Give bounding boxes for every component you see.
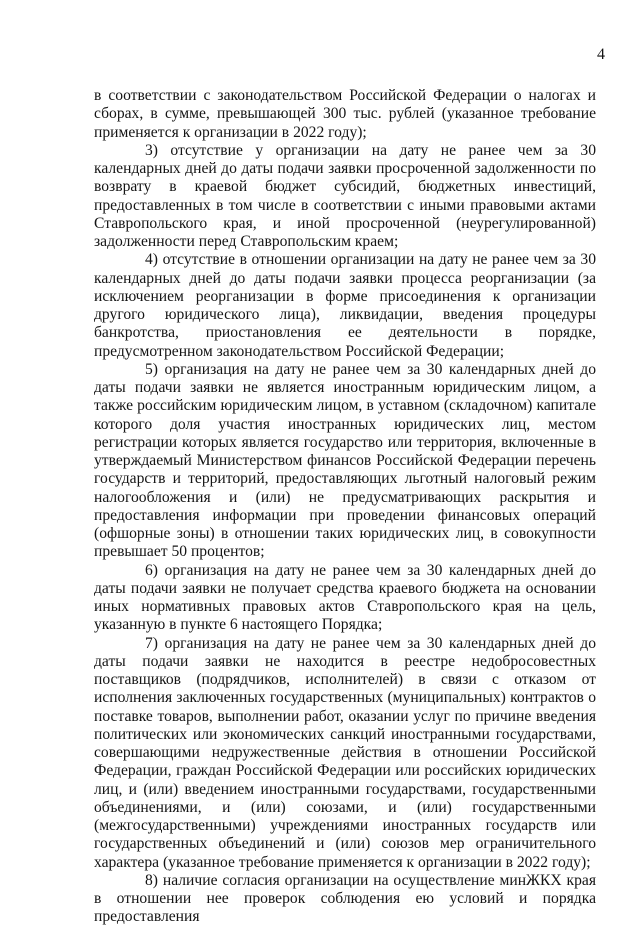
paragraph-continuation: в соответствии с законодательством Российской Федерации о налогах и сборах, в сумме, превышающей 300 тыс. рублей (указанное требование применяется к организации в 2022 году);	[94, 87, 596, 141]
page-number: 4	[597, 46, 605, 63]
paragraph-item-6: 6) организация на дату не ранее чем за 30 календарных дней до даты подачи заявки не получает средства краевого бюджета на основании иных нормативных правовых актов Ставропольского края на цель, указанную в пункте 6 настоящего Порядка;	[94, 561, 596, 634]
document-body	[94, 87, 596, 927]
paragraph-item-3: 3) отсутствие у организации на дату не ранее чем за 30 календарных дней до даты подачи заявки просроченной задолженности по возврату в краевой бюджет субсидий, бюджетных инвестиций, предоставленных в том числе в соответствии с иными правовыми актами Ставропольского края, и иной просроченной (неурегулированной) задолженности перед Ставропольским краем;	[94, 141, 596, 250]
paragraph-item-5: 5) организация на дату не ранее чем за 30 календарных дней до даты подачи заявки не является иностранным юридическим лицом, а также российским юридическим лицом, в уставном (складочном) капитале которого доля участия иностранных юридических лиц, местом регистрации которых является государство или территория, включенные в утверждаемый Министерством финансов Российской Федерации перечень государств и территорий, предоставляющих льготный налоговый режим налогообложения и (или) не предусматривающих раскрытия и предоставления информации при проведении финансовых операций (офшорные зоны) в отношении таких юридических лиц, в совокупности превышает 50 процентов;	[94, 360, 596, 561]
paragraph-item-8: 8) наличие согласия организации на осуществление минЖКХ края в отношении нее проверок соблюдения ею условий и порядка предоставления	[94, 871, 596, 926]
paragraph-item-7: 7) организация на дату не ранее чем за 30 календарных дней до даты подачи заявки не находится в реестре недобросовестных поставщиков (подрядчиков, исполнителей) в связи с отказом от исполнения заключенных государственных (муниципальных) контрактов о поставке товаров, выполнении работ, оказании услуг по причине введения политических или экономических санкций иностранными государствами, совершающими недружественные действия в отношении Российской Федерации, граждан Российской Федерации или российских юридических лиц, и (или) введением иностранными государствами, государственными объединениями, и (или) союзами, и (или) государственными (межгосударственными) учреждениями иностранных государств или государственных объединений и (или) союзов мер ограничительного характера (указанное требование применяется к организации в 2022 году);	[94, 634, 596, 871]
paragraph-item-4: 4) отсутствие в отношении организации на дату не ранее чем за 30 календарных дней до даты подачи заявки процесса реорганизации (за исключением реорганизации в форме присоединения к организации другого юридического лица), ликвидации, введения процедуры банкротства, приостановления ее деятельности в порядке, предусмотренном законодательством Российской Федерации;	[94, 251, 596, 360]
